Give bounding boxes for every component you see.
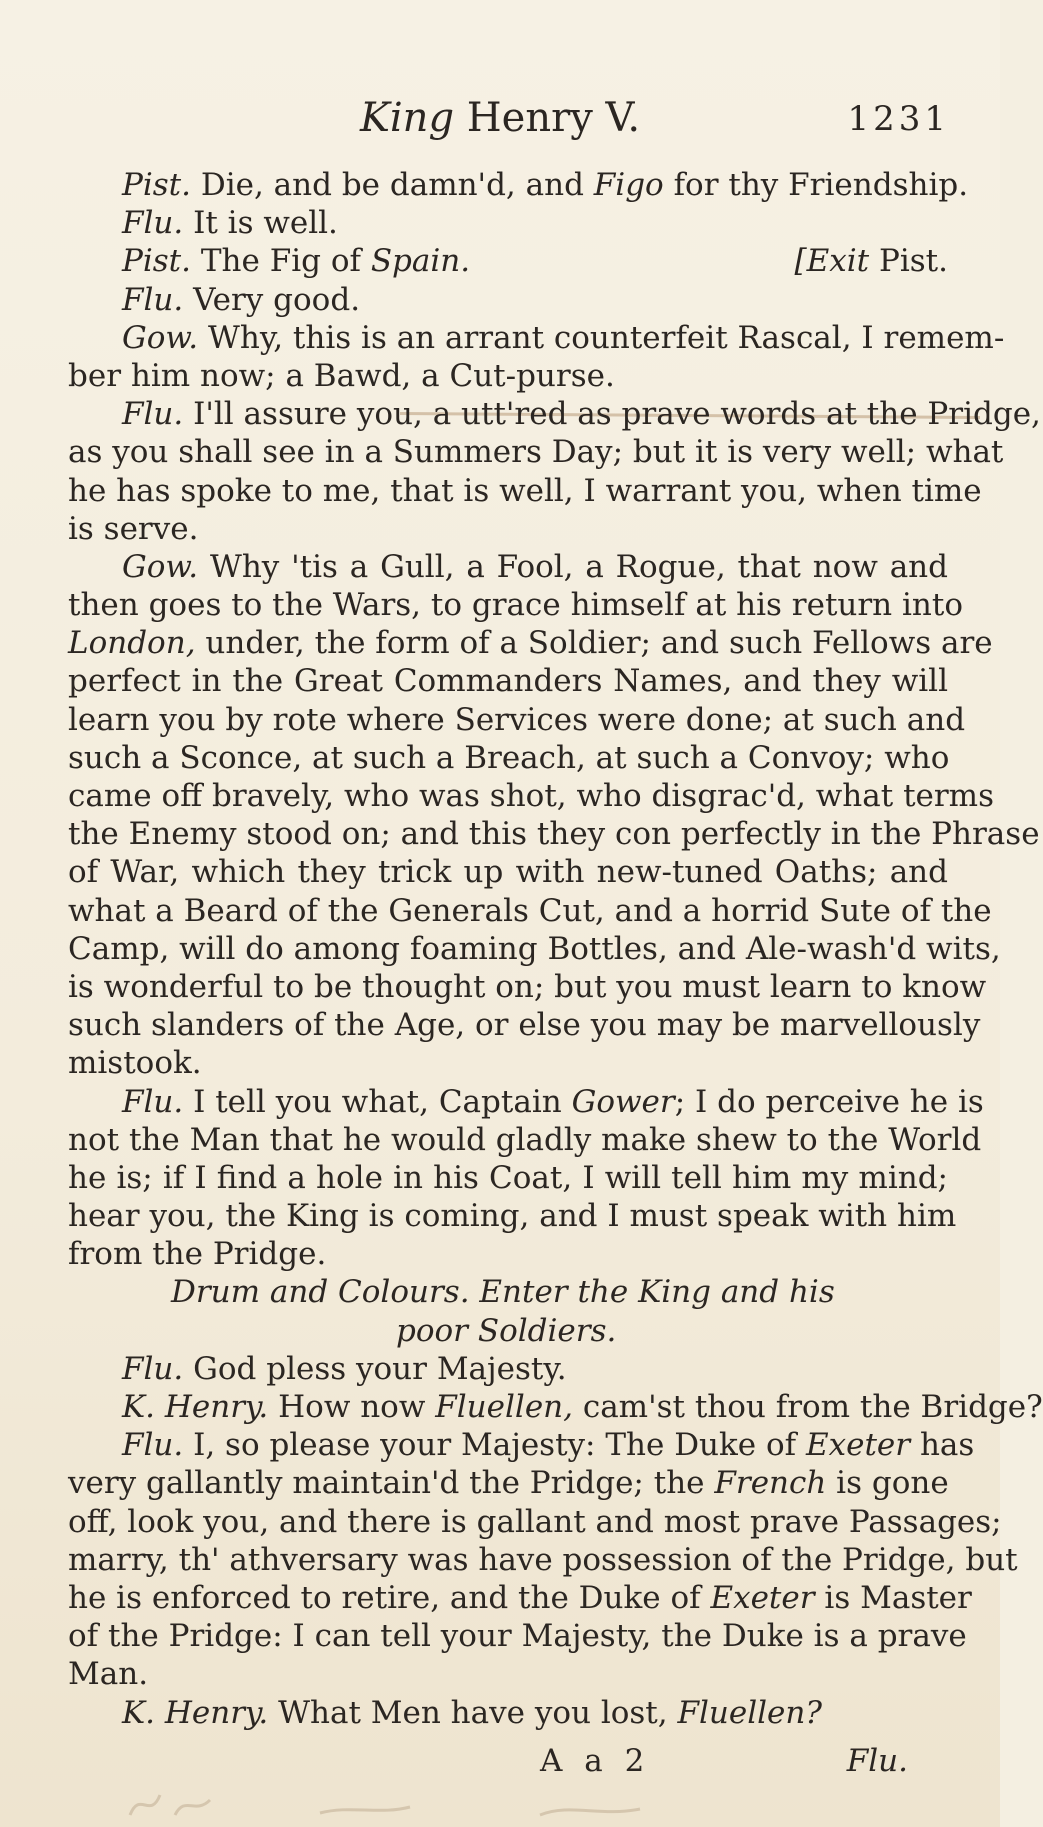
line-text: very gallantly maintain'd the Pridge; the [68, 1465, 715, 1502]
line-text: It is well. [183, 205, 338, 242]
text-line [68, 892, 992, 930]
line-text: perfect in the Great Commanders Names, and they will [68, 663, 948, 700]
line-text: he is; if I find a hole in his Coat, I will tell him my mind; [68, 1159, 948, 1196]
line-text: marry, th' athversary was have possession of the Pridge, but [68, 1541, 1018, 1578]
text-line [68, 281, 948, 319]
line-text: Man. [68, 1656, 149, 1693]
line-text-after: is gone [826, 1465, 949, 1502]
text-line [68, 204, 948, 242]
text-line [68, 1655, 948, 1693]
line-text: of War, which they trick up with new-tuned Oaths; and [68, 854, 948, 891]
text-line [68, 472, 982, 510]
text-line [68, 395, 1041, 433]
text-line [68, 1121, 982, 1159]
text-line [68, 815, 1040, 853]
line-text: learn you by rote where Services were done; at such and [68, 701, 966, 738]
line-text: from the Pridge. [68, 1236, 327, 1273]
line-text: Why 'tis a Gull, a Fool, a Rogue, that now and [198, 548, 948, 585]
text-line [68, 1388, 1043, 1426]
speaker-prefix: Flu. [122, 1083, 184, 1120]
speaker-prefix: Flu. [122, 1350, 184, 1387]
text-line [68, 1083, 984, 1121]
text-line [68, 1159, 948, 1197]
text-line [68, 739, 948, 777]
line-text: Why, this is an arrant counterfeit Rascal, I remem- [198, 319, 1005, 356]
line-text-after: has [910, 1427, 975, 1464]
line-text: he is enforced to retire, and the Duke of [68, 1579, 711, 1616]
line-text: I'll assure you, a utt'red as prave words at the Pridge, [183, 396, 1041, 433]
line-text: ber him now; a Bawd, a Cut-purse. [68, 357, 615, 394]
text-line [68, 777, 994, 815]
italic-word: London, [68, 625, 196, 662]
text-line [68, 1464, 948, 1502]
italic-word: Spain. [370, 243, 471, 280]
line-text-after: ; I do perceive he is [674, 1083, 984, 1120]
line-text: the Enemy stood on; and this they con perfectly in the Phrase [68, 816, 1040, 853]
line-text: such slanders of the Age, or else you may be marvellously [68, 1007, 981, 1044]
speaker-prefix: Gow. [122, 319, 199, 356]
exit-stage-direction [795, 242, 948, 280]
italic-word: Gower [571, 1083, 675, 1120]
text-line [68, 1541, 1018, 1579]
line-text: The Fig of [191, 243, 371, 280]
running-title-italic: King [360, 95, 455, 141]
text-line [68, 1006, 981, 1044]
speaker-prefix: K. Henry. [122, 1694, 269, 1731]
line-text: How now [268, 1389, 436, 1425]
line-text: Very good. [183, 281, 361, 318]
play-text [68, 166, 1043, 1732]
text-line [68, 1197, 957, 1235]
italic-word: Fluellen, [435, 1389, 573, 1425]
line-text: I, so please your Majesty: The Duke of [183, 1427, 806, 1464]
line-text: I tell you what, Captain [183, 1083, 572, 1120]
line-text: What Men have you lost, [268, 1694, 678, 1731]
exit-speaker: Pist. [869, 243, 948, 280]
line-text: Die, and be damn'd, and [191, 167, 594, 203]
page-footer [68, 1743, 948, 1783]
line-text: is serve. [68, 510, 199, 547]
speaker-prefix: Pist. [122, 167, 191, 203]
text-line [68, 586, 964, 624]
stage-direction-text: poor Soldiers. [396, 1312, 617, 1349]
text-line [68, 357, 948, 395]
speaker-prefix: Pist. [122, 243, 191, 280]
text-line [68, 242, 948, 280]
line-text: Camp, will do among foaming Bottles, and Ale-wash'd wits, [68, 930, 1001, 967]
line-text: he has spoke to me, that is well, I warrant you, when time [68, 472, 982, 509]
line-text-after: for thy Friendship. [663, 167, 969, 203]
line-text: of the Pridge: I can tell your Majesty, the Duke is a prave [68, 1618, 967, 1655]
text-line [68, 853, 948, 891]
text-line [68, 319, 1005, 357]
speaker-prefix: K. Henry. [122, 1389, 269, 1425]
exit-label: [Exit [794, 243, 870, 280]
speaker-prefix: Flu. [122, 205, 184, 242]
text-line [68, 1426, 975, 1464]
speaker-prefix: Flu. [122, 1427, 184, 1464]
line-text: hear you, the King is coming, and I must speak with him [68, 1198, 957, 1235]
line-text: such a Sconce, at such a Breach, at such a Convoy; who [68, 739, 950, 776]
text-line [68, 548, 948, 586]
italic-word: Exeter [806, 1427, 911, 1464]
line-text: came off bravely, who was shot, who disgrac'd, what terms [68, 778, 994, 814]
line-text: as you shall see in a Summers Day; but it is very well; what [68, 434, 1004, 471]
line-text: is wonderful to be thought on; but you must learn to know [68, 968, 987, 1005]
stage-direction-text: Drum and Colours. Enter the King and his [171, 1274, 835, 1311]
text-line [68, 968, 987, 1006]
italic-word: French [714, 1465, 827, 1502]
catchword: Flu. [846, 1743, 908, 1779]
page-number: 1231 [847, 99, 950, 139]
text-line [68, 166, 969, 204]
line-text-after: cam'st thou from the Bridge? [572, 1389, 1043, 1425]
italic-word: Exeter [710, 1579, 815, 1616]
text-line [68, 510, 948, 548]
text-line [68, 930, 1001, 968]
italic-word: Figo [593, 167, 664, 203]
text-line [68, 1579, 972, 1617]
text-line [68, 1044, 948, 1082]
faint-handwriting [120, 1785, 820, 1825]
text-line [68, 662, 948, 700]
speaker-prefix: Flu. [122, 281, 184, 318]
text-line [68, 624, 993, 662]
text-line [68, 1235, 948, 1273]
text-line [68, 1503, 1002, 1541]
line-text-after: is Master [814, 1579, 972, 1616]
text-line [68, 433, 1004, 471]
running-title [360, 95, 640, 141]
running-title-rest: Henry V. [454, 95, 641, 141]
line-text: mistook. [68, 1045, 202, 1082]
stage-direction [68, 1312, 948, 1350]
text-line [68, 1350, 948, 1388]
line-text: under, the form of a Soldier; and such Fellows are [195, 625, 993, 662]
italic-word: Fluellen? [677, 1694, 822, 1731]
running-header [360, 95, 950, 147]
speaker-prefix: Flu. [122, 396, 184, 433]
line-text: then goes to the Wars, to grace himself at his return into [68, 587, 964, 624]
text-line [68, 1617, 967, 1655]
text-line [68, 1694, 948, 1732]
stage-direction [68, 1273, 948, 1311]
speaker-prefix: Gow. [122, 548, 199, 585]
line-text: God pless your Majesty. [183, 1350, 567, 1387]
text-line [68, 701, 966, 739]
line-text: what a Beard of the Generals Cut, and a horrid Sute of the [68, 892, 992, 929]
signature-mark: A a 2 [540, 1743, 651, 1779]
line-text: not the Man that he would gladly make shew to the World [68, 1121, 982, 1158]
line-text: off, look you, and there is gallant and most prave Passages; [68, 1503, 1002, 1540]
